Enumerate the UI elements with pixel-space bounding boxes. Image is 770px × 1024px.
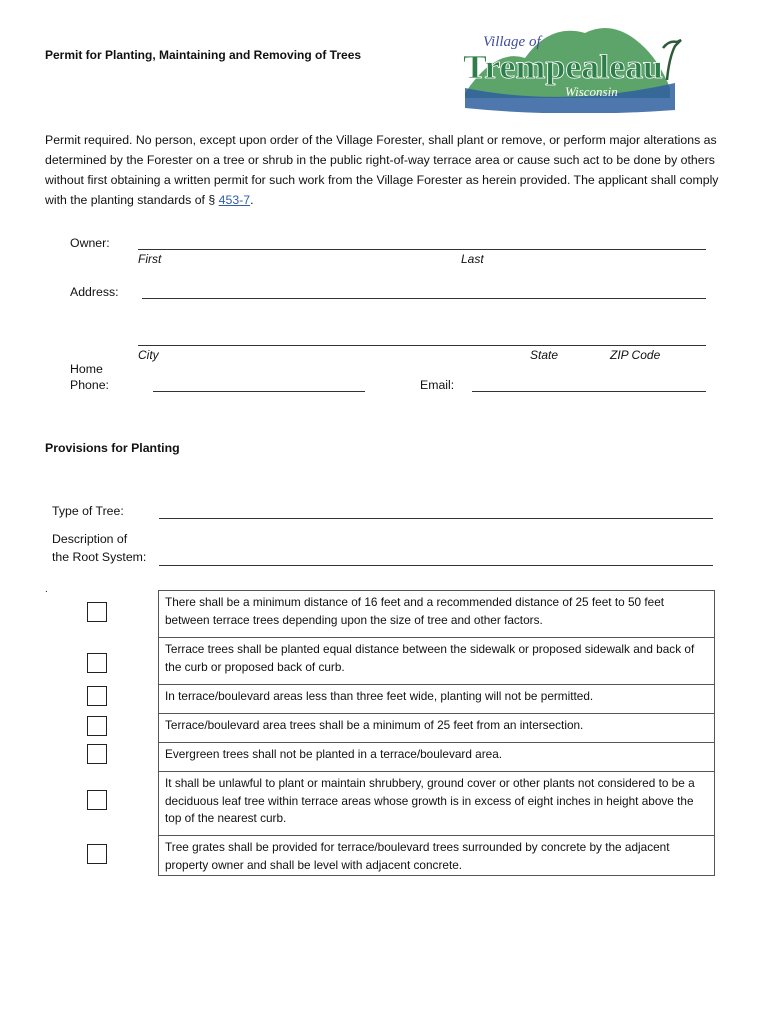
city-caption: City bbox=[138, 348, 159, 362]
owner-field[interactable] bbox=[138, 249, 706, 250]
provision-row-2: Terrace trees shall be planted equal distance between the sidewalk or proposed sidewalk and back of the curb or proposed back of curb. bbox=[159, 637, 714, 684]
owner-last-caption: Last bbox=[461, 252, 484, 266]
email-label: Email: bbox=[420, 378, 455, 392]
provision-checkbox-3[interactable] bbox=[87, 686, 107, 706]
provision-row-7: Tree grates shall be provided for terrace/boulevard trees surrounded by concrete by the adjacent property owner and shall be level with adjacent concrete. bbox=[159, 835, 714, 875]
zip-caption: ZIP Code bbox=[610, 348, 661, 362]
provisions-table bbox=[158, 590, 715, 876]
intro-paragraph bbox=[45, 130, 725, 210]
owner-label: Owner: bbox=[70, 236, 110, 250]
provision-row-5: Evergreen trees shall not be planted in a terrace/boulevard area. bbox=[159, 742, 714, 771]
provision-checkbox-6[interactable] bbox=[87, 790, 107, 810]
heron-graphic bbox=[663, 40, 681, 80]
root-label-line1: Description of bbox=[52, 532, 128, 546]
tree-type-label: Type of Tree: bbox=[52, 504, 124, 518]
provision-checkbox-2[interactable] bbox=[87, 653, 107, 673]
address-label: Address: bbox=[70, 285, 119, 299]
phone-label-line1: Home bbox=[70, 362, 103, 376]
phone-label-line2: Phone: bbox=[70, 378, 109, 392]
provision-checkbox-7[interactable] bbox=[87, 844, 107, 864]
logo-line2: Trempealeau bbox=[463, 49, 663, 86]
intro-end: . bbox=[250, 193, 254, 207]
provision-checkbox-1[interactable] bbox=[87, 602, 107, 622]
village-logo bbox=[455, 18, 690, 113]
address-street-field[interactable] bbox=[142, 298, 706, 299]
provision-checkbox-4[interactable] bbox=[87, 716, 107, 736]
stray-dot: . bbox=[45, 584, 48, 595]
logo-line3: Wisconsin bbox=[565, 84, 618, 99]
root-label-line2: the Root System: bbox=[52, 550, 147, 564]
section-title: Provisions for Planting bbox=[45, 441, 180, 455]
provision-row-6: It shall be unlawful to plant or maintain shrubbery, ground cover or other plants not considered to be a deciduous leaf tree within terrace areas whose growth is in excess of eight inches in height above the top of the nearest curb. bbox=[159, 771, 714, 835]
root-system-field[interactable] bbox=[159, 565, 713, 566]
address-city-field[interactable] bbox=[138, 345, 706, 346]
page-title: Permit for Planting, Maintaining and Removing of Trees bbox=[45, 48, 362, 62]
provision-checkbox-5[interactable] bbox=[87, 744, 107, 764]
section-link[interactable]: 453-7 bbox=[218, 193, 251, 207]
provision-row-1: There shall be a minimum distance of 16 feet and a recommended distance of 25 feet to 50 feet between terrace trees depending upon the size of tree and other factors. bbox=[165, 595, 665, 627]
owner-first-caption: First bbox=[138, 252, 162, 266]
logo-line1: Village of bbox=[483, 34, 541, 50]
intro-text: Permit required. No person, except upon order of the Village Forester, shall plant or remove, or perform major alterations as determined by the Forester on a tree or shrub in the public right-of-way terrace area or cause such act to be done by others without first obtaining a written permit for such work from the Village Forester as herein provided. The applicant shall comply with the planting standards of § bbox=[45, 133, 719, 207]
provision-row-3: In terrace/boulevard areas less than three feet wide, planting will not be permitted. bbox=[159, 684, 714, 713]
tree-type-field[interactable] bbox=[159, 518, 713, 519]
email-field[interactable] bbox=[472, 391, 706, 392]
state-caption: State bbox=[530, 348, 559, 362]
provision-row-4: Terrace/boulevard area trees shall be a minimum of 25 feet from an intersection. bbox=[159, 713, 714, 742]
home-phone-field[interactable] bbox=[153, 391, 365, 392]
